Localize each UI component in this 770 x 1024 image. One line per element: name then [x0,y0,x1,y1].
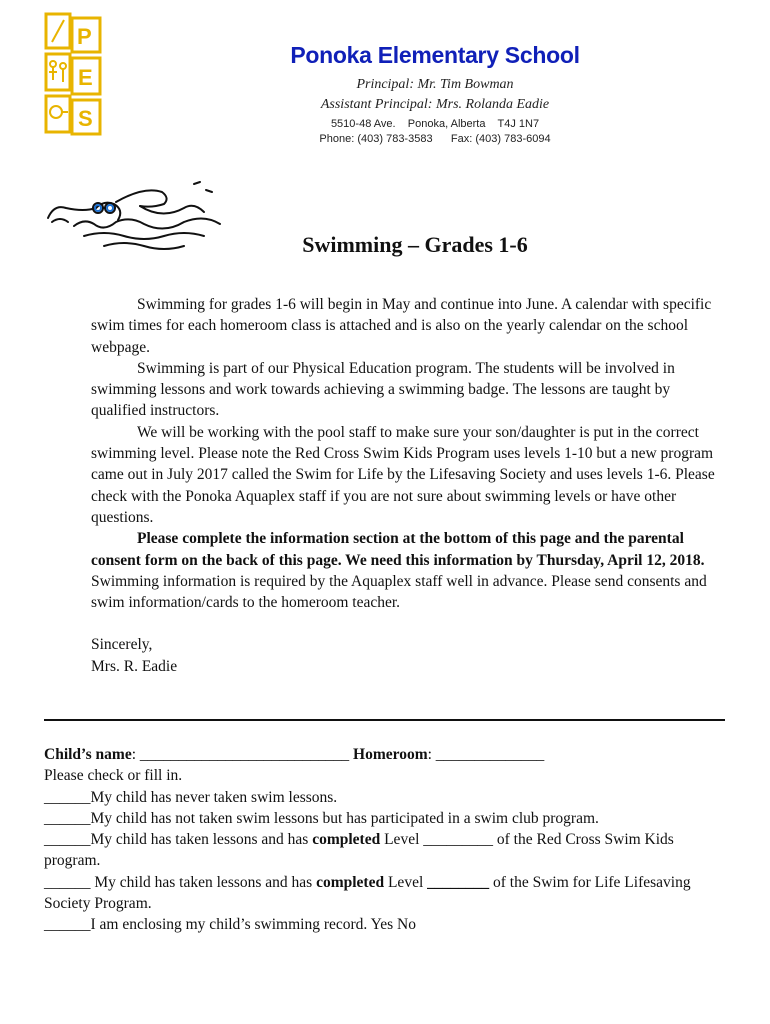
option-text: Level _________ of the Red Cross Swim Kids program. [44,831,674,870]
option-emphasis: completed [312,831,381,849]
assistant-principal-line: Assistant Principal: Mrs. Rolanda Eadie [320,97,550,112]
logo-pictograms-icon [49,20,68,118]
phone-fax-line: Phone: (403) 783-3583 Fax: (403) 783-6094 [319,133,551,145]
address-line: 5510-48 Ave. Ponoka, Alberta T4J 1N7 [330,118,540,130]
option-swim-club[interactable]: ______My child has not taken swim lessons but has participated in a swim club program. [44,809,599,827]
option-text: ______ My child has taken lessons and has [44,873,317,891]
school-header [250,42,620,147]
signer-name: Mrs. R. Eadie [91,657,178,675]
logo-letter-s: S [78,106,93,131]
option-text: Level [384,873,428,891]
page-title: Swimming – Grades 1-6 [302,232,528,257]
logo-letter-p: P [77,24,92,49]
signoff [91,634,727,677]
homeroom-field[interactable]: : ______________ [427,746,545,763]
child-name-row [44,744,728,765]
child-name-label: Child’s name [44,746,132,763]
option-text: ______My child has taken lessons and has [44,831,313,849]
paragraph-text: Swimming information is required by the Aquaplex staff well in advance. Please send consents and swim information/cards to the homeroom teacher. [91,572,707,612]
divider [44,719,725,721]
form-instruction: Please check or fill in. [44,767,183,785]
child-name-field[interactable]: : ___________________________ [131,746,354,763]
option-text: of the Swim for Life Lifesaving Society Program. [44,873,691,913]
principal-line: Principal: Mr. Tim Bowman [356,77,514,92]
logo-letter-e: E [78,65,93,90]
level-blank: ________ [427,873,490,891]
option-red-cross[interactable] [44,829,728,872]
paragraph: We will be working with the pool staff to make sure your son/daughter is put in the correct swimming level. Please note the Red Cross Swim Kids Program uses levels 1-10 but a new program came out in July 2017 called the Swim for Life by the Lifesaving Society and uses levels 1-6. Please check with the Ponoka Aquaplex staff if you are not sure about swimming levels or have other questions. [91,423,715,526]
info-form [44,744,728,936]
closing: Sincerely, [91,636,153,654]
option-swim-for-life[interactable] [44,872,728,915]
option-emphasis: completed [316,873,385,891]
option-never-taken[interactable]: ______My child has never taken swim lessons. [44,788,338,806]
option-swim-record[interactable]: ______I am enclosing my child’s swimming record. Yes No [44,916,416,934]
paragraph: Swimming for grades 1-6 will begin in May and continue into June. A calendar with specific swim times for each homeroom class is attached and is also on the yearly calendar on the school webpage. [91,296,712,356]
paragraph-deadline [91,528,727,613]
swimmer-clipart [44,178,230,260]
paragraph: Swimming is part of our Physical Education program. The students will be involved in swimming lessons and work towards achieving a swimming badge. The lessons are taught by qualified instructors. [91,359,675,420]
letter-body [91,294,727,677]
school-name: Ponoka Elementary School [290,42,580,68]
school-logo [44,12,104,136]
homeroom-label: Homeroom [353,746,428,763]
deadline-text: Please complete the information section at the bottom of this page and the parental consent form on the back of this page. We need this information by Thursday, April 12, 2018. [91,530,705,569]
